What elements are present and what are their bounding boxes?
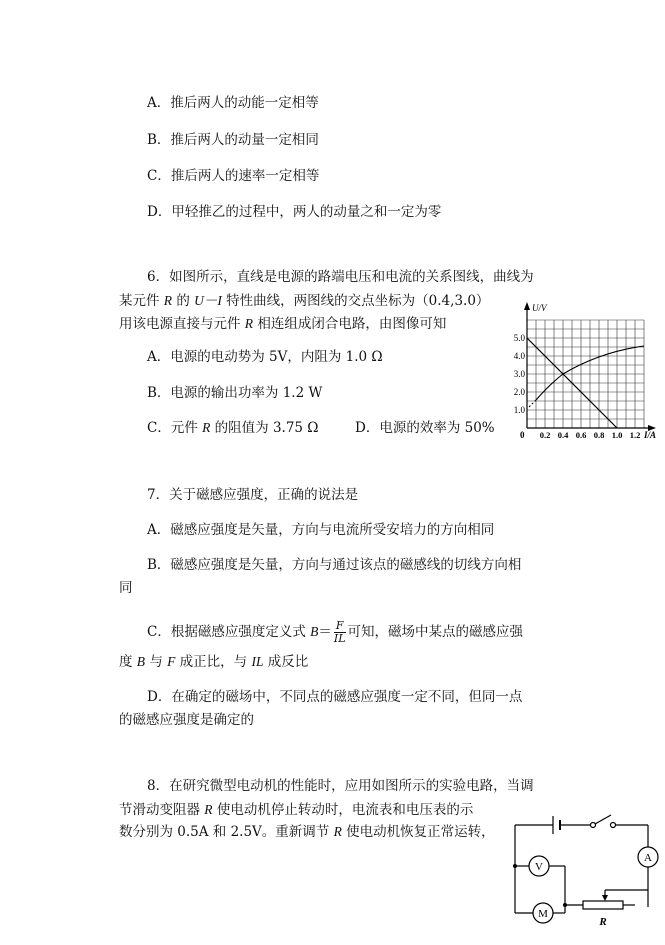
- graph-x-axis-label: I/A: [644, 430, 657, 440]
- q7-fraction-denominator: IL: [333, 632, 346, 645]
- q8-text: 数分别为 0.5A 和 2.5V。重新调节: [119, 824, 334, 840]
- rheostat-slider-arrow: [602, 895, 608, 901]
- junction-dot: [513, 864, 517, 868]
- switch-lever: [595, 815, 611, 824]
- q8-text: 使电动机停止转动时，电流表和电压表的示: [212, 802, 474, 818]
- graph-x-tick: 0.4: [557, 430, 569, 440]
- q7-fraction: [334, 620, 346, 645]
- q7-option-c-line2: [119, 653, 308, 671]
- q8-text: 使电动机恢复正常运转，: [341, 824, 495, 840]
- q6-text: 的阻值为 3.75 Ω: [210, 420, 319, 436]
- q8-symbol-r: R: [333, 824, 342, 839]
- q7-option-d-line1: D．在确定的磁场中，不同点的磁感应强度一定不同，但同一点: [147, 689, 523, 705]
- rheostat-label: R: [599, 916, 607, 928]
- graph-y-tick: 1.0: [513, 405, 525, 415]
- rheostat-icon: [583, 901, 623, 909]
- q6-option-d: D．电源的效率为 50%: [355, 420, 495, 436]
- graph-y-arrow: [524, 302, 530, 310]
- q6-stem-line2: [119, 292, 489, 310]
- u-i-graph: [500, 296, 660, 446]
- q5-option-a: A．推后两人的动能一定相等: [147, 95, 319, 111]
- q6-option-b: B．电源的输出功率为 1.2 W: [147, 385, 323, 401]
- q6-stem-line3: [119, 315, 446, 333]
- q6-text: 某元件: [119, 293, 164, 309]
- q6-option-c: [147, 419, 319, 437]
- graph-x-tick: 1.2: [629, 430, 641, 440]
- q8-stem-line2: [119, 801, 473, 819]
- graph-y-tick: 4.0: [513, 351, 525, 361]
- q7-symbol-f: F: [167, 654, 176, 669]
- q7-text: C．根据磁感应强度定义式: [147, 624, 311, 640]
- q7-text: 可知，磁场中某点的磁感应强: [347, 624, 524, 640]
- graph-y-tick: 5.0: [513, 333, 525, 343]
- q7-stem: 7．关于磁感应强度，正确的说法是: [147, 487, 359, 503]
- q6-symbol-r: R: [202, 420, 211, 435]
- q7-option-d-line2: 的磁感应强度是确定的: [119, 712, 254, 728]
- switch-contact: [611, 823, 616, 828]
- graph-y-tick: 3.0: [513, 369, 525, 379]
- graph-x-tick: 0.8: [593, 430, 605, 440]
- q7-option-b-line2: 同: [119, 580, 133, 596]
- q7-text: 成反比: [263, 654, 309, 670]
- q6-text: 用该电源直接与元件: [119, 316, 245, 332]
- q8-stem-line3: [119, 823, 495, 841]
- q8-stem-line1: 8．在研究微型电动机的性能时，应用如图所示的实验电路，当调: [147, 778, 534, 794]
- q8-symbol-r: R: [204, 802, 213, 817]
- q7-option-c-line1: [147, 614, 523, 650]
- voltmeter-label: V: [535, 861, 543, 873]
- q7-text: 度: [119, 654, 137, 670]
- q6-symbol-ui: U－I: [194, 293, 222, 308]
- q7-option-a: A．磁感应强度是矢量，方向与电流所受安培力的方向相同: [147, 522, 495, 538]
- q7-equals: ＝: [318, 624, 332, 640]
- q6-text: 特性曲线，两图线的交点坐标为（0.4,3.0）: [221, 293, 490, 309]
- q7-text: 成正比，与: [175, 654, 252, 670]
- q6-stem-line1: 6．如图所示，直线是电源的路端电压和电流的关系图线，曲线为: [147, 269, 534, 285]
- graph-grid: [527, 320, 644, 428]
- q6-text: C．元件: [147, 420, 203, 436]
- q7-symbol-b: B: [136, 654, 146, 669]
- ammeter-label: A: [644, 852, 652, 864]
- q5-option-b: B．推后两人的动量一定相同: [147, 132, 319, 148]
- switch-contact: [591, 823, 596, 828]
- q6-text: 相连组成闭合电路，由图像可知: [253, 316, 447, 332]
- q6-option-a: A．电源的电动势为 5V，内阻为 1.0 Ω: [147, 349, 383, 365]
- q7-symbol-il: IL: [251, 654, 264, 669]
- graph-x-tick: 1.0: [611, 430, 623, 440]
- q6-symbol-r: R: [163, 293, 173, 308]
- q6-text: 的: [172, 293, 195, 309]
- q5-option-c: C．推后两人的速率一定相等: [147, 168, 320, 184]
- graph-origin-label: 0: [520, 430, 525, 440]
- motor-label: M: [538, 908, 548, 920]
- q5-option-d: D．甲轻推乙的过程中，两人的动量之和一定为零: [147, 204, 442, 220]
- graph-x-tick: 0.2: [539, 430, 551, 440]
- q6-symbol-r: R: [244, 316, 254, 331]
- q7-fraction-numerator: F: [334, 620, 346, 633]
- graph-y-tick: 2.0: [513, 387, 525, 397]
- graph-x-tick: 0.6: [575, 430, 587, 440]
- q7-symbol-b: B: [310, 624, 319, 639]
- q8-text: 节滑动变阻器: [119, 802, 205, 818]
- q7-text: 与: [145, 654, 168, 670]
- circuit-diagram: [505, 810, 665, 945]
- q7-option-b-line1: B．磁感应强度是矢量，方向与通过该点的磁感线的切线方向相: [147, 557, 522, 573]
- junction-dot: [563, 903, 567, 907]
- graph-y-axis-label: U/V: [532, 303, 547, 313]
